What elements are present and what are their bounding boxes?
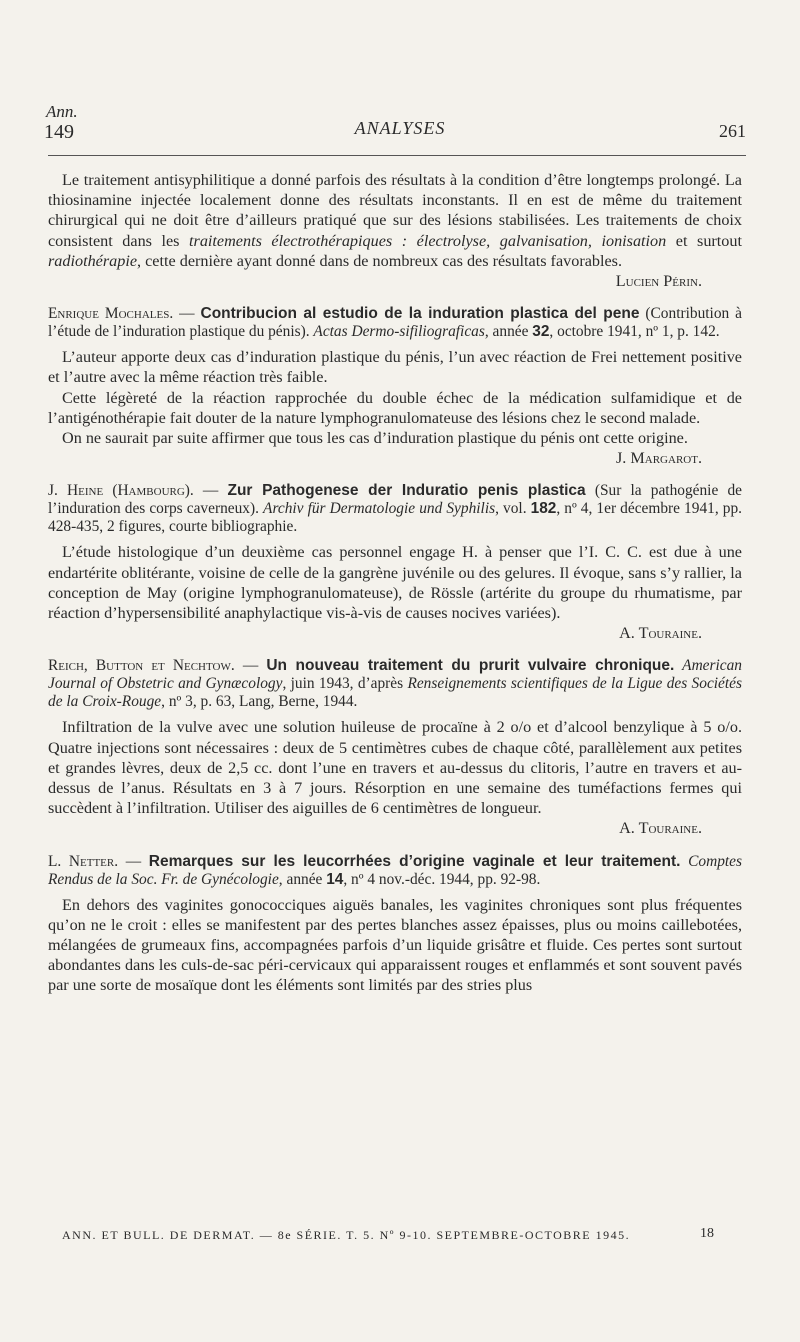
reich-p1: Infiltration de la vulve avec une solution huileuse de procaïne à 2 o/o et d’alcool benzylique à 5 o/o. Quatre injections sont nécessaires : deux de 5 centimètres cubes de chaque côté, parallèlement aux petites et grandes lèvres, deux de 2,5 cc. dont l’une en travers et au-dessus du clitoris, l’autre en travers et au-dessus de l’anus. Résultats en 3 à 7 jours. Résorption en une semaine des tuméfactions fermes qui succèdent à l’infiltration. Utiliser des aiguilles de 6 centimètres de longueur. — [48, 718, 742, 818]
intro-paragraph: Le traitement antisyphilitique a donné parfois des résultats à la condition d’être longtemps prolongé. La thiosinamine injectée localement donne des résultats inconstants. Il en est de même du traitement chirurgical qui ne doit être d’ailleurs pratiqué que sur des lésions stabilisées. Les traitements de choix consistent dans les traitements électrothérapiques : électrolyse, galvanisation, ionisation et surtout radiothérapie, cette dernière ayant donné dans de nombreux cas des résultats favorables. — [48, 171, 742, 270]
heine-p1: L’étude histologique d’un deuxième cas personnel engage H. à penser que l’I. C. C. est due à une endartérite oblitérante, voisine de celle de la gangrène juvénile ou des gelures. Il évoque, sans s’y rallier, la conception de May (origine lymphogranulomateuse), de Rössle (artérite du groupe du rhumatisme, par réaction d’hypersensibilité anaphylactique vis-à-vis de causes nocives variées). — [48, 543, 742, 623]
footer-sheet-number: 18 — [700, 1226, 714, 1241]
article-ref-netter: L. Netter. — Remarques sur les leucorrhées d’origine vaginale et leur traitement. Comptes Rendus de la Soc. Fr. de Gynécologie, année 14, nº 4 nov.-déc. 1944, pp. 92-98. — [48, 852, 742, 888]
footer-citation: ANN. ET BULL. DE DERMAT. — 8e SÉRIE. T. 5. Nº 9-10. SEPTEMBRE-OCTOBRE 1945. — [62, 1228, 631, 1242]
signature-touraine-2: A. Touraine. — [619, 819, 702, 838]
signature-margarot: J. Margarot. — [615, 449, 702, 468]
article-ref-heine: J. Heine (Hambourg). — Zur Pathogenese der Induratio penis plastica (Sur la pathogénie de l’induration des corps caverneux). Archiv für Dermatologie und Syphilis, vol. 182, nº 4, 1er décembre 1941, pp. 428-435, 2 figures, courte bibliographie. — [48, 482, 743, 536]
header-ann: Ann. — [46, 102, 78, 121]
header-rule — [48, 155, 746, 156]
signature-touraine-1: A. Touraine. — [619, 624, 702, 643]
page-number: 261 — [719, 121, 746, 141]
running-title: ANALYSES — [354, 118, 446, 138]
mochales-p3: On ne saurait par suite affirmer que tous les cas d’induration plastique du pénis ont cette origine. — [62, 429, 688, 448]
signature-perin: Lucien Périn. — [615, 272, 702, 291]
netter-p1: En dehors des vaginites gonococciques aiguës banales, les vaginites chroniques sont plus fréquentes qu’on ne le croit : elles se manifestent par des pertes blanches assez épaisses, plus ou moins caillebotées, mélangées de grumeaux fins, accompagnées parfois d’un liquide grisâtre et fluide. Ces pertes sont surtout abondantes dans les culs-de-sac péri-cervicaux qui apparaissent rouges et enflammés et sont souvent pavés par une sorte de mosaïque dont les éléments sont limités par des stries plus — [48, 895, 742, 995]
article-ref-reich: Reich, Button et Nechtow. — Un nouveau traitement du prurit vulvaire chronique. American Journal of Obstetric and Gynæcology, juin 1943, d’après Renseignements scientifiques de la Ligue des Sociétés de la Croix-Rouge, nº 3, p. 63, Lang, Berne, 1944. — [48, 657, 742, 711]
article-ref-mochales: Enrique Mochales. — Contribucion al estudio de la induration plastica del pene (Contribution à l’étude de l’induration plastique du pénis). Actas Dermo-sifiliograficas, année 32, octobre 1941, nº 1, p. 142. — [48, 305, 743, 341]
mochales-p1: L’auteur apporte deux cas d’induration plastique du pénis, l’un avec réaction de Frei nettement positive et l’autre avec la même réaction très faible. — [48, 348, 742, 387]
header-volume: 149 — [44, 121, 74, 143]
main-text — [48, 170, 742, 996]
mochales-p2: Cette légèreté de la réaction rapprochée du double échec de la médication sulfamidique et de l’antigénothérapie fait douter de la nature lymphogranulomateuse des lésions chez le second malade. — [48, 388, 742, 427]
